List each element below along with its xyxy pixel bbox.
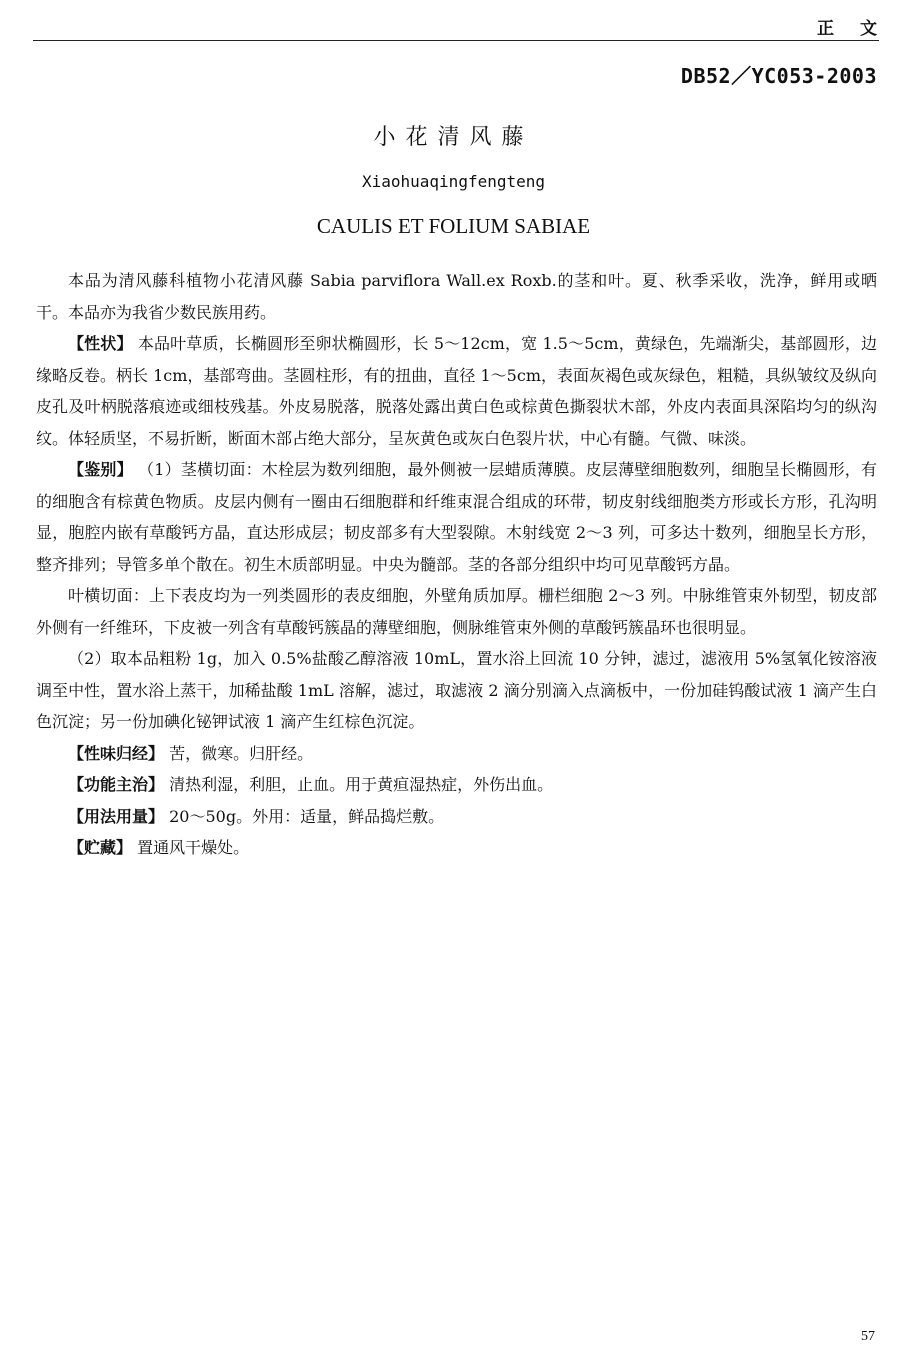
identification-leaf-paragraph: 叶横切面：上下表皮均为一列类圆形的表皮细胞，外壁角质加厚。栅栏细胞 2～3 列。中脉维管束外韧型，韧皮部外侧有一纤维环，下皮被一列含有草酸钙簇晶的薄壁细胞，侧脉维管束外侧的草酸钙簇晶环也很明显。 xyxy=(36,586,877,637)
description-paragraph xyxy=(36,328,877,454)
nature-text: 苦，微寒。归肝经。 xyxy=(164,743,314,763)
storage-label: 【贮藏】 xyxy=(68,838,133,857)
nature-label: 【性味归经】 xyxy=(68,743,165,763)
function-label: 【功能主治】 xyxy=(68,775,165,794)
function-paragraph xyxy=(36,769,877,801)
function-text: 清热利湿，利胆，止血。用于黄疸湿热症，外伤出血。 xyxy=(164,775,554,794)
storage-paragraph xyxy=(36,832,877,864)
monograph-latin-name: CAULIS ET FOLIUM SABIAE xyxy=(316,214,591,238)
identification-chemical-paragraph: （2）取本品粗粉 1g，加入 0.5%盐酸乙醇溶液 10mL，置水浴上回流 10 分钟，滤过，滤液用 5%氢氧化铵溶液调至中性，置水浴上蒸干，加稀盐酸 1mL 溶解，滤过，取滤液 2 滴分别滴入点滴板中，一份加硅钨酸试液 1 滴产生白色沉淀；另一份加碘化铋钾试液 1 滴产生红棕色沉淀。 xyxy=(36,649,877,731)
monograph-body xyxy=(36,265,877,864)
description-text: 本品叶草质，长椭圆形至卵状椭圆形，长 5～12cm，宽 1.5～5cm，黄绿色，先端渐尖，基部圆形，边缘略反卷。柄长 1cm，基部弯曲。茎圆柱形，有的扭曲，直径 1～5cm，表面灰褐色或灰绿色，粗糙，具纵皱纹及纵向皮孔及叶柄脱落痕迹或细枝残基。外皮易脱落，脱落处露出黄白色或棕黄色撕裂状木部，外皮内表面具深陷均匀的纵沟纹。体轻质坚，不易折断，断面木部占绝大部分，呈灰黄色或灰白色裂片状，中心有髓。气微、味淡。 xyxy=(36,334,877,448)
monograph-title: 小花清风藤 xyxy=(373,125,534,150)
description-label: 【性状】 xyxy=(68,334,133,353)
intro-paragraph: 本品为清风藤科植物小花清风藤 Sabia parviflora Wall.ex Roxb.的茎和叶。夏、秋季采收，洗净，鲜用或晒干。本品亦为我省少数民族用药。 xyxy=(36,271,877,322)
running-head: 正文 xyxy=(817,19,903,39)
standard-number: DB52／YC053-2003 xyxy=(680,64,877,88)
dosage-paragraph xyxy=(36,801,877,833)
storage-text: 置通风干燥处。 xyxy=(132,838,250,857)
dosage-label: 【用法用量】 xyxy=(68,806,165,826)
page-number: 57 xyxy=(861,1329,875,1344)
identification-stem-text: （1）茎横切面：木栓层为数列细胞，最外侧被一层蜡质薄膜。皮层薄壁细胞数列，细胞呈长椭圆形，有的细胞含有棕黄色物质。皮层内侧有一圈由石细胞群和纤维束混合组成的环带，韧皮射线细胞类方形或长方形，孔沟明显，胞腔内嵌有草酸钙方晶，直达形成层；韧皮部多有大型裂隙。木射线宽 2～3 列，可多达十数列，细胞呈长方形，整齐排列；导管多单个散在。初生木质部明显。中央为髓部。茎的各部分组织中均可见草酸钙方晶。 xyxy=(36,460,877,574)
dosage-text: 20～50g。外用：适量，鲜品捣烂敷。 xyxy=(164,806,445,826)
monograph-pinyin: Xiaohuaqingfengteng xyxy=(361,172,546,191)
header-rule xyxy=(33,40,879,41)
identification-paragraph xyxy=(36,454,877,580)
nature-paragraph xyxy=(36,738,877,770)
identification-label: 【鉴别】 xyxy=(68,460,133,479)
